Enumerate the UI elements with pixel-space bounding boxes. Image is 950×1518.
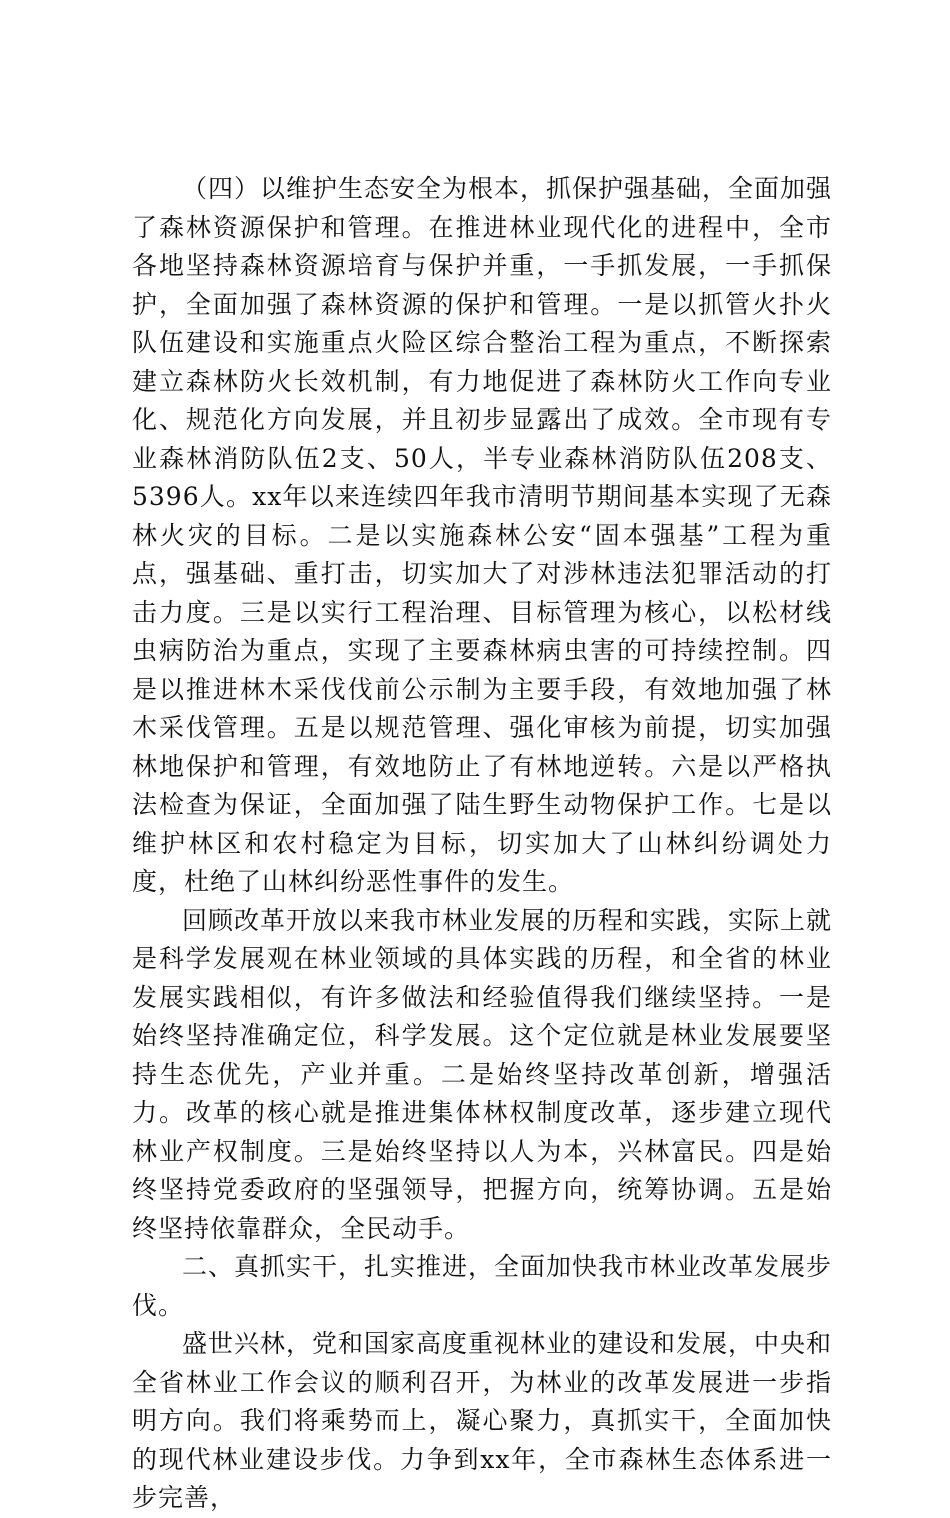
section-heading-two: 二、真抓实干，扎实推进，全面加快我市林业改革发展步伐。	[132, 1252, 833, 1320]
paragraph-prosperous-forestry: 盛世兴林，党和国家高度重视林业的建设和发展，中央和全省林业工作会议的顺利召开，为林业的改革发展进一步指明方向。我们将乘势而上，凝心聚力，真抓实干，全面加快的现代林业建设步伐。力争到xx年，全市森林生态体系进一步完善，	[132, 1329, 833, 1512]
paragraph-review-reform: 回顾改革开放以来我市林业发展的历程和实践，实际上就是科学发展观在林业领域的具体实践的历程，和全省的林业发展实践相似，有许多做法和经验值得我们继续坚持。一是始终坚持准确定位，科学发展。这个定位就是林业发展要坚持生态优先，产业并重。二是始终坚持改革创新，增强活力。改革的核心就是推进集体林权制度改革，逐步建立现代林业产权制度。三是始终坚持以人为本，兴林富民。四是始终坚持党委政府的坚强领导，把握方向，统筹协调。五是始终坚持依靠群众，全民动手。	[132, 905, 833, 1243]
document-body	[132, 170, 832, 1518]
paragraph-forest-protection: （四）以维护生态安全为根本，抓保护强基础，全面加强了森林资源保护和管理。在推进林业现代化的进程中，全市各地坚持森林资源培育与保护并重，一手抓发展，一手抓保护，全面加强了森林资源的保护和管理。一是以抓管火扑火队伍建设和实施重点火险区综合整治工程为重点，不断探索建立森林防火长效机制，有力地促进了森林防火工作向专业化、规范化方向发展，并且初步显露出了成效。全市现有专业森林消防队伍2支、50人，半专业森林消防队伍208支、5396人。xx年以来连续四年我市清明节期间基本实现了无森林火灾的目标。二是以实施森林公安“固本强基”工程为重点，强基础、重打击，切实加大了对涉林违法犯罪活动的打击力度。三是以实行工程治理、目标管理为核心，以松材线虫病防治为重点，实现了主要森林病虫害的可持续控制。四是以推进林木采伐伐前公示制为主要手段，有效地加强了林木采伐管理。五是以规范管理、强化审核为前提，切实加强林地保护和管理，有效地防止了有林地逆转。六是以严格执法检查为保证，全面加强了陆生野生动物保护工作。七是以维护林区和农村稳定为目标，切实加大了山林纠纷调处力度，杜绝了山林纠纷恶性事件的发生。	[132, 174, 833, 896]
